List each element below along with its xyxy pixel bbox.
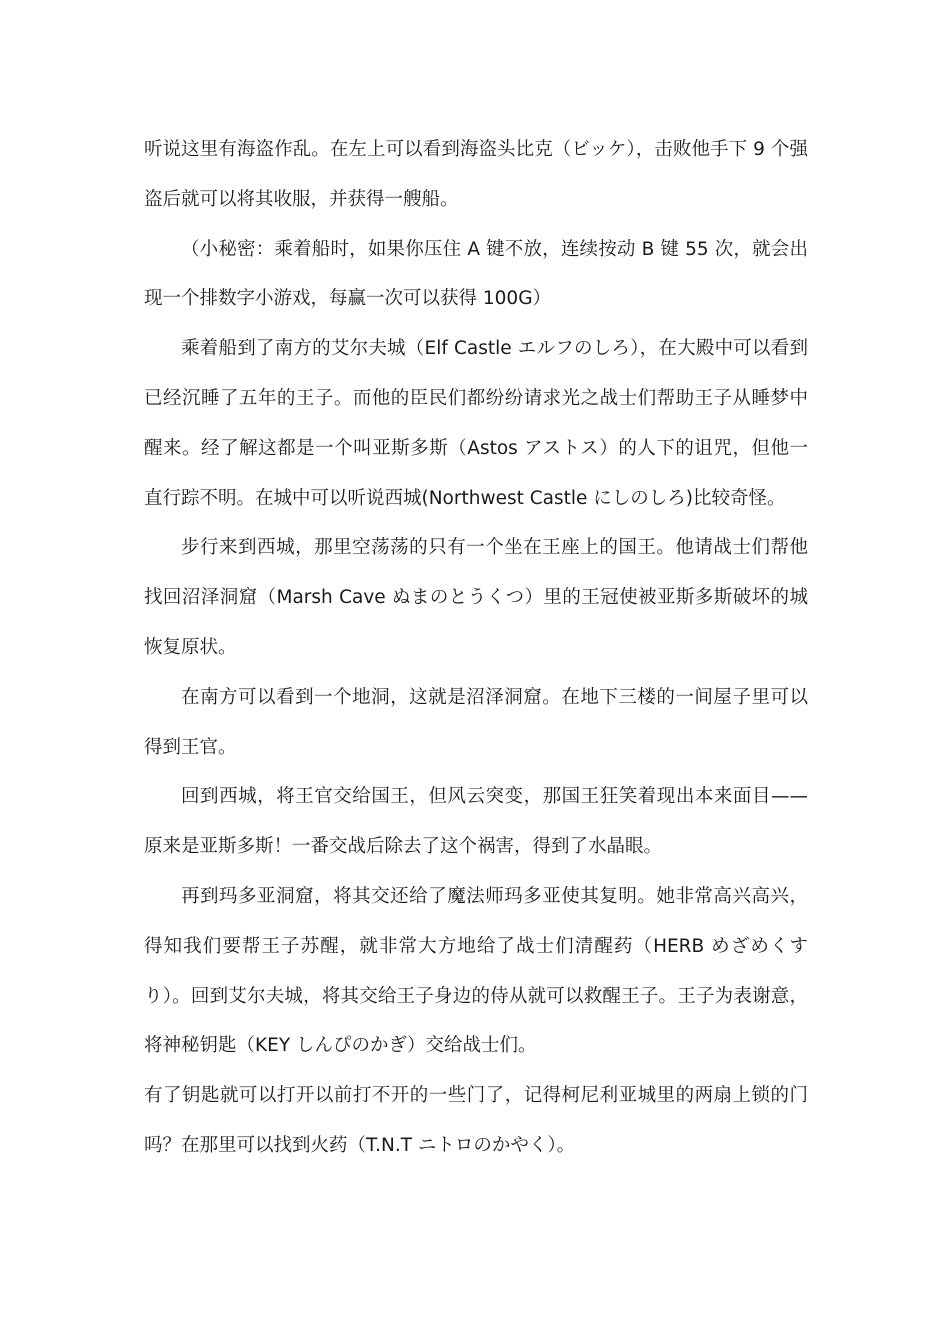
paragraph-5: 在南方可以看到一个地洞，这就是沼泽洞窟。在地下三楼的一间屋子里可以得到王官。	[144, 686, 808, 758]
paragraph-3: 乘着船到了南方的艾尔夫城（Elf Castle エルフのしろ），在大殿中可以看到已经沉睡了五年的王子。而他的臣民们都纷纷请求光之战士们帮助王子从睡梦中醒来。经了解这都是一个叫亚斯多斯（Astos アストス）的人下的诅咒，但他一直行踪不明。在城中可以听说西城(Northwest Castle にしのしろ)比较奇怪。	[144, 338, 808, 509]
paragraph-6: 回到西城，将王官交给国王，但风云突变，那国王狂笑着现出本来面目——原来是亚斯多斯！一番交战后除去了这个祸害，得到了水晶眼。	[144, 786, 808, 858]
paragraph-2: （小秘密：乘着船时，如果你压住 A 键不放，连续按动 B 键 55 次，就会出现一个排数字小游戏，每赢一次可以获得 100G）	[144, 238, 808, 310]
document-body	[144, 125, 808, 1171]
paragraph-4: 步行来到西城，那里空荡荡的只有一个坐在王座上的国王。他请战士们帮他找回沼泽洞窟（Marsh Cave ぬまのとうくつ）里的王冠使被亚斯多斯破坏的城恢复原状。	[144, 537, 808, 658]
paragraph-1: 听说这里有海盗作乱。在左上可以看到海盗头比克（ビッケ），击败他手下 9 个强盗后就可以将其收服，并获得一艘船。	[144, 139, 808, 210]
paragraph-7: 再到玛多亚洞窟，将其交还给了魔法师玛多亚使其复明。她非常高兴高兴，得知我们要帮王子苏醒，就非常大方地给了战士们清醒药（HERB めざめくすり）。回到艾尔夫城，将其交给王子身边的侍从就可以救醒王子。王子为表谢意，将神秘钥匙（KEY しんぴのかぎ）交给战士们。	[144, 885, 808, 1057]
paragraph-8: 有了钥匙就可以打开以前打不开的一些门了，记得柯尼利亚城里的两扇上锁的门吗？在那里可以找到火药（T.N.T ニトロのかやく）。	[144, 1085, 808, 1156]
